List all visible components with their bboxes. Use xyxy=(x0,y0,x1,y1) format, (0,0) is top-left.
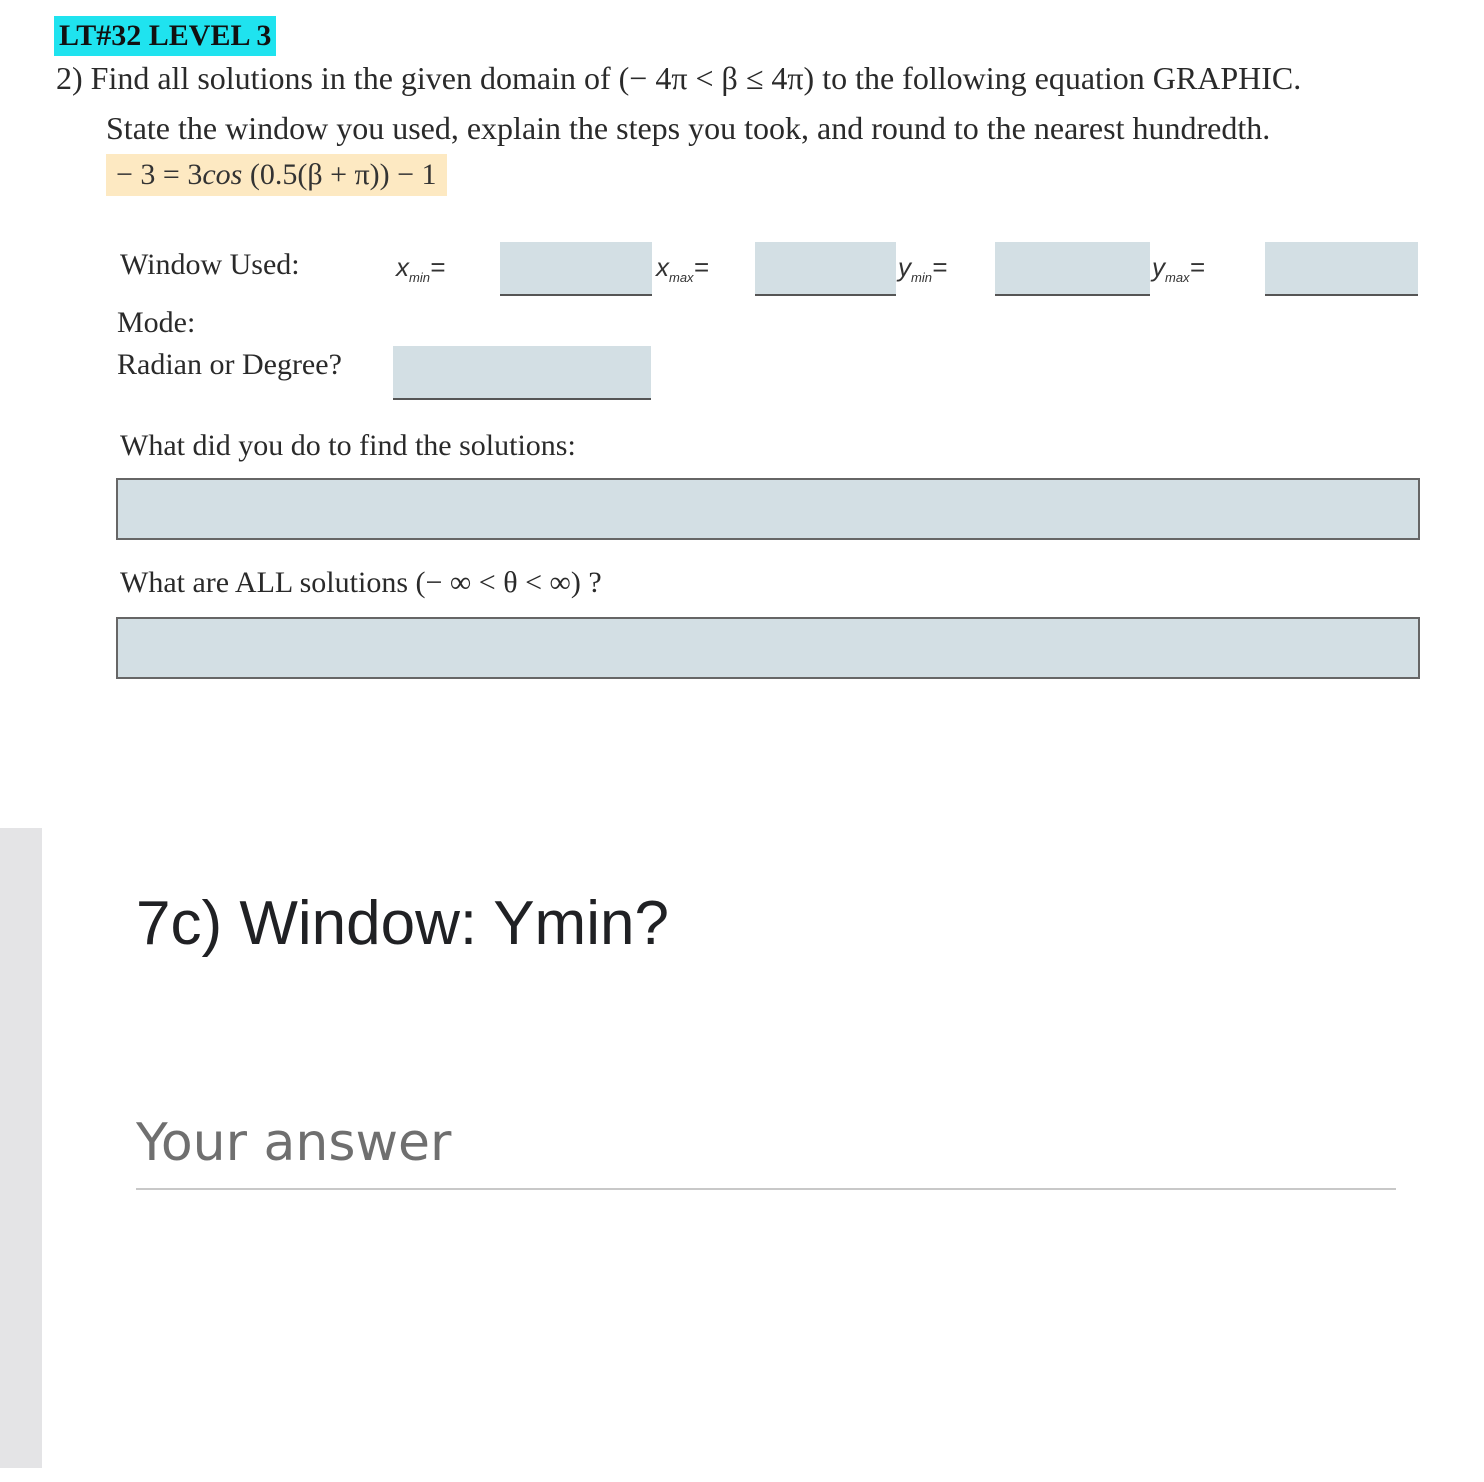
question-text-line1: 2) Find all solutions in the given domain of (− 4π < β ≤ 4π) to the following equation GRAPHIC. xyxy=(56,60,1302,96)
xmin-label: $x_{min}=$ xyxy=(396,252,446,285)
mode-answer-box xyxy=(393,346,651,400)
equation xyxy=(106,154,447,196)
steps-answer-box xyxy=(116,478,1420,540)
level-tag: LT#32 LEVEL 3 xyxy=(54,16,276,56)
question-text-line2: State the window you used, explain the steps you took, and round to the nearest hundredth. xyxy=(106,110,1271,146)
equation-left: − 3 = 3 xyxy=(116,158,203,191)
radian-degree-label: Radian or Degree? xyxy=(117,348,342,381)
mode-label: Mode: xyxy=(117,306,196,339)
xmax-label: $x_{max}=$ xyxy=(656,252,709,285)
ymax-answer-box xyxy=(1265,242,1418,296)
form-question-title: 7c) Window: Ymin? xyxy=(136,889,669,958)
equation-right: (0.5(β + π)) − 1 xyxy=(242,158,437,191)
xmax-answer-box xyxy=(755,242,896,296)
ymin-answer-box xyxy=(995,242,1150,296)
steps-label: What did you do to find the solutions: xyxy=(120,429,576,462)
equation-cos: cos xyxy=(202,158,243,191)
answer-input[interactable] xyxy=(136,1098,1396,1190)
ymax-label: $y_{max}=$ xyxy=(1152,252,1205,285)
all-solutions-label: What are ALL solutions (− ∞ < θ < ∞) ? xyxy=(120,566,602,599)
all-solutions-answer-box xyxy=(116,617,1420,679)
xmin-answer-box xyxy=(500,242,652,296)
window-used-label: Window Used: xyxy=(120,248,300,281)
ymin-label: $y_{min}=$ xyxy=(898,252,948,285)
